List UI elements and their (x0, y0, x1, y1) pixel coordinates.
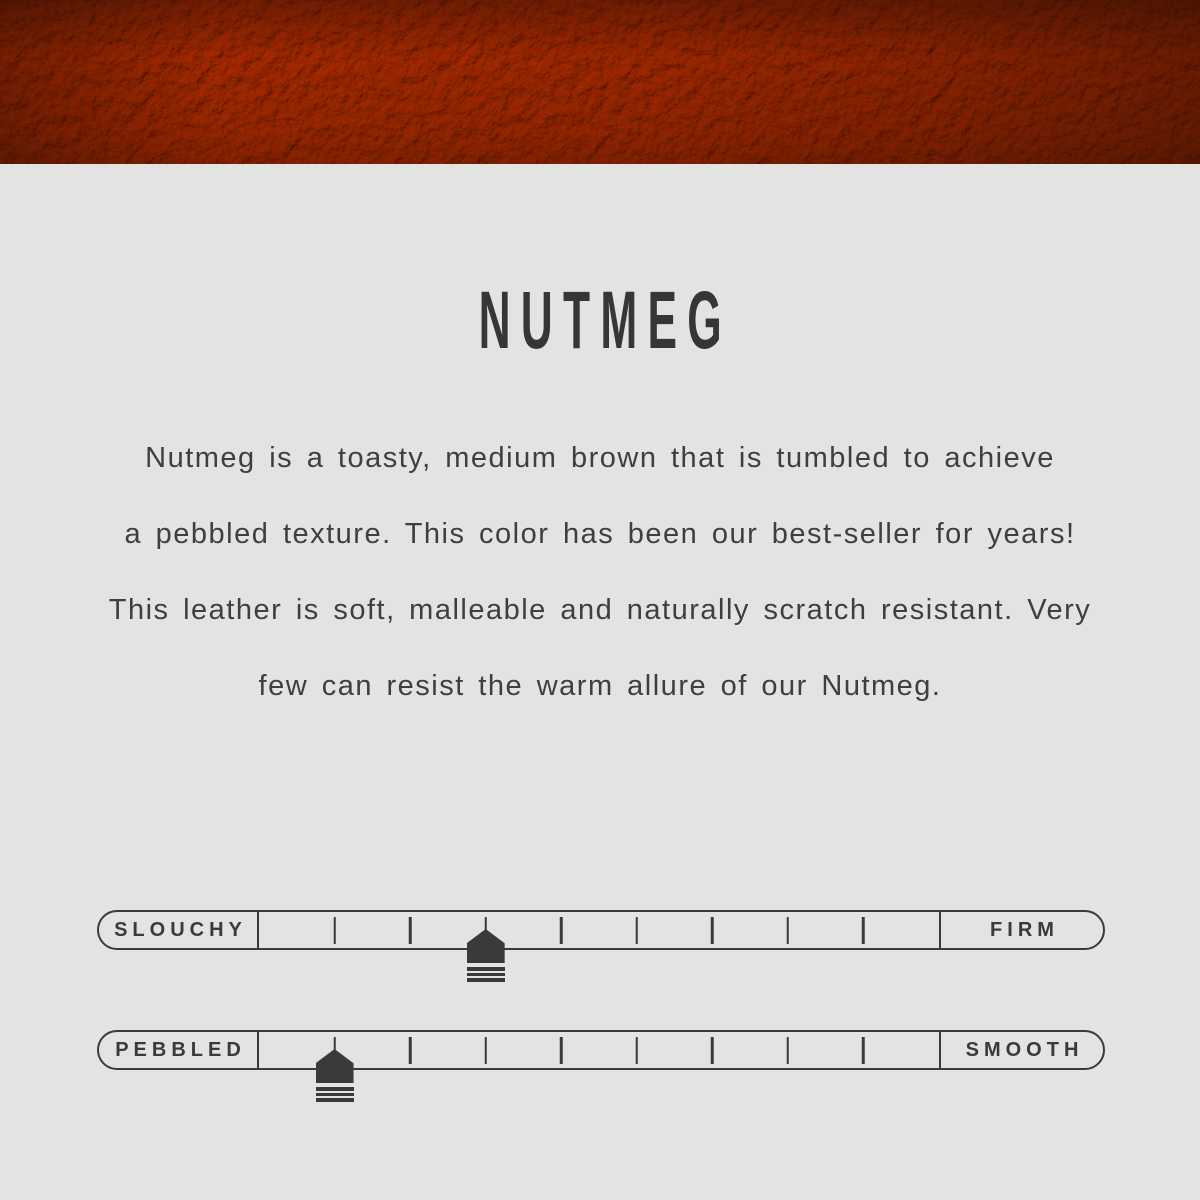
scale-tick (862, 1037, 865, 1064)
scale-tick (711, 917, 714, 944)
description-line-2: a pebbled texture. This color has been our best-seller for years! (124, 518, 1076, 550)
scale-tick (787, 917, 790, 944)
scale-tick (409, 1037, 412, 1064)
scale-tick (862, 917, 865, 944)
marker-bar (467, 967, 505, 971)
scale-track (259, 1032, 939, 1068)
marker-pointer-icon (467, 929, 505, 963)
marker-bar (316, 1093, 354, 1096)
scale-pill (97, 1030, 1105, 1070)
marker-pointer-icon (316, 1049, 354, 1083)
scale-marker (467, 929, 505, 982)
page-title-text: NUTMEG (478, 275, 732, 366)
scale-tick (333, 917, 336, 944)
scale-marker (316, 1049, 354, 1102)
scale-tick (409, 917, 412, 944)
scale-tick (636, 917, 639, 944)
marker-bar (316, 1087, 354, 1091)
description-line-3: This leather is soft, malleable and naturally scratch resistant. Very (108, 594, 1092, 626)
scale-tick (560, 1037, 563, 1064)
scale-right-label: FIRM (939, 912, 1103, 948)
color-description (0, 420, 1200, 724)
marker-bar (316, 1098, 354, 1102)
marker-bar (467, 978, 505, 982)
scale-right-label: SMOOTH (939, 1032, 1103, 1068)
page-title (0, 275, 1200, 366)
marker-bar (467, 973, 505, 976)
leather-texture-photo (0, 0, 1200, 164)
scale-left-label: PEBBLED (99, 1032, 259, 1068)
scale-tick (484, 1037, 487, 1064)
scale-tick (560, 917, 563, 944)
scale-left-label: SLOUCHY (99, 912, 259, 948)
scale-tick (636, 1037, 639, 1064)
scale-track (259, 912, 939, 948)
description-line-4: few can resist the warm allure of our Nutmeg. (258, 670, 942, 702)
pebbled-smooth-scale (97, 1030, 1105, 1070)
description-line-1: Nutmeg is a toasty, medium brown that is tumbled to achieve (145, 442, 1055, 474)
slouchy-firm-scale (97, 910, 1105, 950)
scale-tick (711, 1037, 714, 1064)
leather-texture-graphic (0, 0, 1200, 164)
scale-pill (97, 910, 1105, 950)
scale-tick (787, 1037, 790, 1064)
